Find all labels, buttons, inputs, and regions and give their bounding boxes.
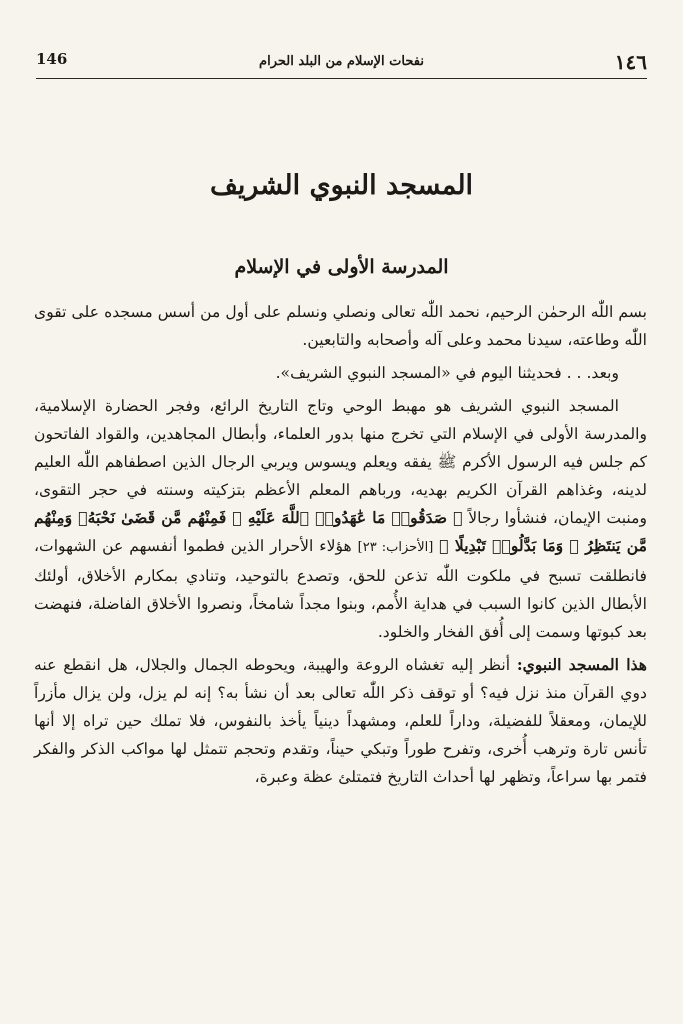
paragraph-text: المسجد النبوي الشريف هو مهبط الوحي وتاج التاريخ الرائع، وفجر الحضارة الإسلامية، والمدرسة الأولى في الإسلام التي تخرج منها بدور العلماء، وأبطال المجاهدين، والقواد الفاتحون كم جلس فيه الرسول الأكرم ﷺ يفقه ويعلم ويسوس ويربي الرجال الذين اصطفاهم اللّٰه العليم لدينه، وغذاهم القرآن الكريم بهديه، ورباهم المعلم الأعظم بتزكيته وسنته في حجر التقوى، ومنبت الإيمان، فنشأوا رجالاً <box>34 397 648 527</box>
page-number-arabic: ١٤٦ <box>614 50 647 74</box>
page-header <box>36 44 647 79</box>
paragraph-opening: بسم اللّٰه الرحمٰن الرحيم، نحمد اللّٰه تعالى ونصلي ونسلم على أول من أسس مسجده على تقوى اللّٰه وطاعته، سيدنا محمد وعلى آله وأصحابه والتابعين. <box>34 303 647 349</box>
running-title: نفحات الإسلام من البلد الحرام <box>259 54 424 69</box>
section-subtitle: المدرسة الأولى في الإسلام <box>234 256 449 278</box>
body-text <box>34 298 647 796</box>
paragraph-text-continued: هؤلاء الأحرار الذين فطموا أنفسهم عن الشهوات، فانطلقت تسبح في ملكوت اللّٰه تذعن للحق، وتصدع بالتوحيد، وتنادي بمكارم الأخلاق، أولئك الأبطال الذين كانوا السبب في هداية الأُمم، وبنوا مجداً شامخاً، ونصروا الأخلاق الفاضلة، فنهضت بعد كبوتها وسمت إلى أُفق الفخار والخلود. <box>34 537 647 641</box>
paragraph-text: أنظر إليه تغشاه الروعة والهيبة، ويحوطه الجمال والجلال، هل انقطع عنه دوي القرآن منذ نزل فيه؟ أو توقف ذكر اللّٰه تعالى بعد أن نشأ به؟ إنه لم يزل، ولن يزال مأزراً للإيمان، ومعقلاً للفضيلة، وداراً للعلم، ومشهداً دينياً يأخذ بالنفوس، فلا تملك حين تراه إلا أنها تأنس تارة وترهب أُخرى، وتفرح طوراً وتبكي حيناً، وتقدم وتحجم تتمثل لها مواكب الذكر والفكر فتمر بها سراعاً، وتظهر لها أحداث التاريخ فتمتلئ عظة وعبرة، <box>34 656 647 786</box>
quran-reference: [الأحزاب: ٢٣] <box>357 540 434 555</box>
page-number-latin: 146 <box>36 50 68 68</box>
quran-verse: ﴿ صَدَقُوا۟ مَا عَٰهَدُوا۟ ٱللَّهَ عَلَيْهِ ۖ فَمِنْهُم مَّن قَضَىٰ نَحْبَهُۥ وَمِنْهُم مَّن يَنتَظِرُ ۖ وَمَا بَدَّلُوا۟ تَبْدِيلًا ﴾ <box>34 508 648 555</box>
chapter-title: المسجد النبوي الشريف <box>209 170 474 201</box>
paragraph-intro: وبعد. . . فحديثنا اليوم في «المسجد النبوي الشريف». <box>275 364 619 382</box>
paragraph-this-mosque <box>34 651 647 791</box>
paragraph-mosque-description <box>34 392 647 646</box>
paragraph-lead-heading: هذا المسجد النبوي: <box>516 655 647 674</box>
